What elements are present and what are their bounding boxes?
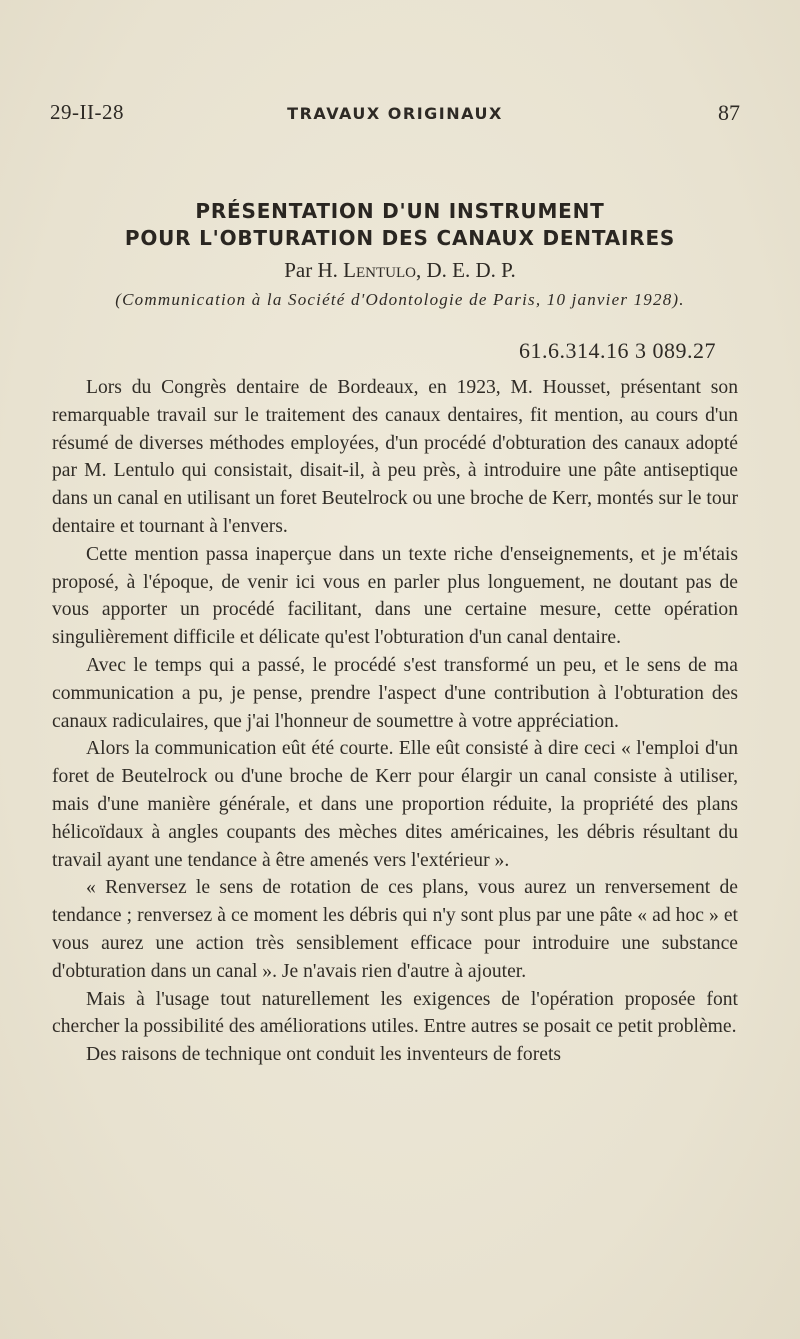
article-body — [52, 374, 738, 1069]
paragraph: Lors du Congrès dentaire de Bordeaux, en 1923, M. Housset, présentant son remarquable travail sur le traitement des canaux dentaires, fit mention, au cours d'un résumé de diverses méthodes employées, d'un procédé d'obturation des canaux adopté par M. Lentulo qui consistait, disait-il, à peu près, à introduire une pâte antiseptique dans un canal en utilisant un foret Beutelrock ou une broche de Kerr, montés sur le tour dentaire et tournant à l'envers. — [52, 377, 738, 537]
communication-note: (Communication à la Société d'Odontologie de Paris, 10 janvier 1928). — [115, 290, 685, 309]
article-title-line-2: POUR L'OBTURATION DES CANAUX DENTAIRES — [124, 226, 676, 250]
article-title-block — [0, 198, 800, 314]
header-date: 29-II-28 — [50, 100, 124, 124]
classification-number: 61.6.314.16 3 089.27 — [519, 338, 716, 363]
author-prefix: Par H. — [284, 258, 344, 282]
running-header — [50, 100, 740, 130]
author-degree: , D. E. D. P. — [415, 258, 516, 282]
page-number: 87 — [718, 100, 740, 125]
paragraph: Cette mention passa inaperçue dans un texte riche d'enseignements, et je m'étais proposé, à l'époque, de venir ici vous en parler plus longuement, ne doutant pas de vous apporter un procédé facilitant, dans une certaine mesure, cette opération singulièrement difficile et délicate qu'est l'obturation d'un canal dentaire. — [52, 543, 738, 649]
paragraph: Avec le temps qui a passé, le procédé s'est transformé un peu, et le sens de ma communication a pu, je pense, prendre l'aspect d'une contribution à l'obturation des canaux radiculaires, que j'ai l'honneur de soumettre à votre appréciation. — [52, 654, 738, 732]
author-byline — [0, 256, 800, 284]
header-section-title: TRAVAUX ORIGINAUX — [287, 104, 503, 123]
author-name: Lentulo — [343, 258, 416, 282]
article-title-line-1: PRÉSENTATION D'UN INSTRUMENT — [195, 199, 605, 223]
paragraph: « Renversez le sens de rotation de ces plans, vous aurez un renversement de tendance ; renversez à ce moment les débris qui n'y sont plus par une pâte « ad hoc » et vous aurez une action très sensiblement efficace pour introduire une substance d'obturation dans un canal ». Je n'avais rien d'autre à ajouter. — [52, 877, 738, 982]
paragraph: Mais à l'usage tout naturellement les exigences de l'opération proposée font chercher la possibilité des améliorations utiles. Entre autres se posait ce petit problème. — [52, 988, 738, 1038]
paragraph: Des raisons de technique ont conduit les inventeurs de forets — [86, 1044, 562, 1066]
paragraph: Alors la communication eût été courte. Elle eût consisté à dire ceci « l'emploi d'un foret de Beutelrock ou d'une broche de Kerr pour élargir un canal consiste à utiliser, mais d'une manière générale, et dans une proportion réduite, la propriété des plans hélicoïdaux à angles coupants des mèches dites américaines, les débris résultant du travail ayant une tendance à être amenés vers l'extérieur ». — [52, 738, 738, 871]
